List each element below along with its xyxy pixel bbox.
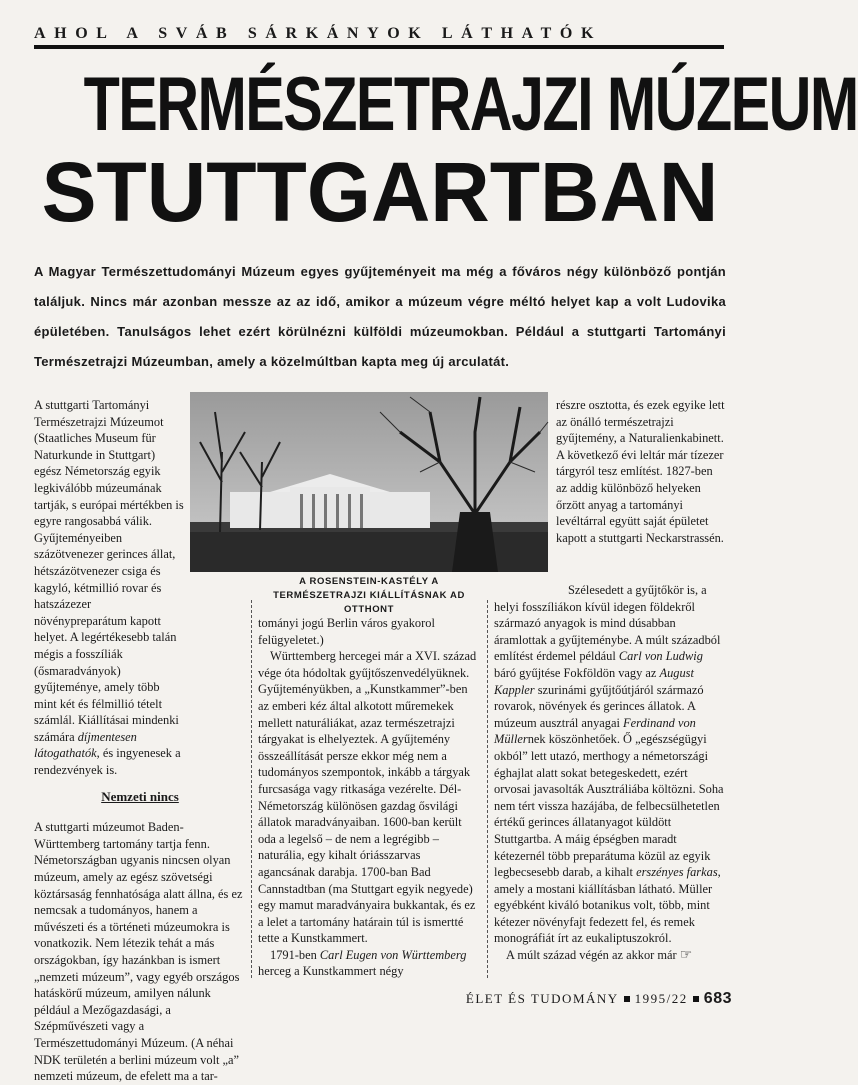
- page-number: 683: [703, 990, 732, 1007]
- col1-italic: díjmentesen látogathatók: [34, 729, 137, 761]
- article-title-line2: STUTTGARTBAN: [41, 145, 719, 239]
- column-divider-right: [487, 600, 488, 978]
- rosenstein-castle-photo: [190, 392, 548, 572]
- col2-text-b: herceg a Kunstkammert négy: [258, 964, 404, 979]
- column-divider-left: [251, 600, 252, 978]
- article-title-line1: TERMÉSZETRAJZI MÚZEUM: [83, 62, 858, 147]
- kicker-line: AHOL A SVÁB SÁRKÁNYOK LÁTHATÓK: [34, 25, 724, 49]
- col3-paragraph-3: [494, 947, 726, 964]
- col3-italic-3: Ferdinand von Müller: [494, 715, 696, 747]
- col3-text-e: , amely a mostani kiállításban látható. Müller egyébként kiváló botanikus volt, több, mint kétezer növényfajt fedezett fel, és remek monográfiát írt az eukaliptuszokról.: [494, 865, 721, 946]
- lead-paragraph: A Magyar Természettudományi Múzeum egyes gyűjteményeit ma még a főváros négy különböző pontján találjuk. Nincs már azonban messze az az idő, amikor a múzeum végre méltó helyet kap a volt Ludovika épületében. Tanulságos lehet ezért körülnézni külföldi múzeumokban. Például a stuttgarti Tartományi Természetrajzi Múzeumban, amely a közelmúltban kapta meg új arculatát.: [34, 264, 726, 369]
- separator-square-icon: [693, 996, 699, 1002]
- col2-paragraph-2: Württemberg hercegei már a XVI. század vége óta hódoltak gyűjtőszenvedélyüknek. Gyűjteményükben, a „Kunstkammer”-ben az emberi kéz által alkotott műremekek mellett naturáliákat, azaz természetrajzi tárgyakat is elhelyeztek. A gyűjtemény összeállítását persze ekkor még nem a tudományos szempontok, inkább a tárgyak furcsasága vagy ritkasága vezérelte. Dél-Németország különösen gazdag ősvilági állatok maradványaiban. 1600-ban került oda a legelső – de nem a legrégibb – naturália, egy kihalt óriásszarvas agancsának darabja. 1700-ban Bad Cannstadtban (ma Stuttgart egyik negyede) egy mamut maradványaira bukkantak, és ez a lelet a tartomány határain túl is ismertté tette a Kunstkammert.: [258, 649, 477, 946]
- issue-number: 1995/22: [634, 991, 688, 1006]
- col2-text-a: 1791-ben: [270, 947, 320, 962]
- col2-paragraph-3: [258, 947, 480, 980]
- column-2: [258, 615, 480, 980]
- page-footer: [432, 990, 732, 1008]
- col2-italic: Carl Eugen von Württemberg: [319, 947, 467, 962]
- col1-text-b: , és ingyenesek a rendezvények is.: [34, 746, 181, 778]
- photo-illustration: [190, 392, 548, 572]
- photo-caption: A ROSENSTEIN-KASTÉLY A TERMÉSZETRAJZI KIÁLLÍTÁSNAK AD OTTHONT: [273, 576, 465, 615]
- col3-text-a: Szélesedett a gyűjtőkör is, a helyi fosszíliákon kívül idegen földekről származó anyagok is mind dúsabban áramlottak a gyűjteménybe. A múlt századból említést érdemel például: [494, 583, 721, 664]
- col3-text-c: szurinámi gyűjtőútjáról származó rovarok, növények és gerinces állatok. A múzeum ausztrál anyagai: [494, 682, 704, 730]
- column-3: [494, 582, 726, 964]
- col3-text-d: nek köszönhetőek. Ő „egészségügyi okból” lett utazó, merthogy a németországi éghajlat alatt sokat betegeskedett, ezért orvosai javasolták Ausztráliába költözni. Soha nem tért vissza hazájába, de felbecsülhetetlen értékű gerinces állatanyagot küldött Stuttgartba. A máig épségben maradt kétezernél több preparátuma közül az egyik legbecsesebb darab, a kihalt: [494, 732, 724, 880]
- col2-paragraph-1: tományi jogú Berlin város gyakorol felügyeletet.): [258, 616, 435, 647]
- col3-italic-1: Carl von Ludwig: [618, 649, 703, 664]
- col3-italic-4: erszényes farkas: [636, 865, 718, 880]
- col3-italic-2: August Kappler: [494, 665, 694, 697]
- magazine-name: ÉLET ÉS TUDOMÁNY: [465, 991, 619, 1006]
- col3-paragraph-1: részre osztotta, és ezek egyike lett az önálló természetrajzi gyűjtemény, a Naturalienkabinett. A következő évi leltár már tízezer tárgyról tesz említést. 1827-ben az addig különböző helyeken őrzött anyag a tartományi levéltárral együtt saját épületet kapott a stuttgarti Neckarstrassén.: [556, 398, 725, 545]
- subheading: Nemzeti nincs: [101, 788, 179, 804]
- col1-text-a: A stuttgarti Tartományi Természetrajzi Múzeumot (Staatliches Museum für Naturkunde in Stuttgart) egész Németország egyik legkiválóbb múzeumának tartják, s európai mértékben is egyre rangosabbá válik. Gyűjteményeiben százötvenezer gerinces állat, hétszázötvenezer csiga és kagyló, kétmillió rovar és hatszázezer növénypreparátum kapott helyet. A legértékesebb talán mégis a fosszíliák (ősmaradványok) gyűjteménye, amely több mint két és félmillió tételt számlál. Kiállításai mindenki számára: [34, 398, 184, 744]
- col3-paragraph-2: [494, 582, 726, 947]
- col3-text-f: A múlt század végén az akkor már: [506, 948, 677, 963]
- separator-square-icon: [624, 996, 630, 1002]
- col3-text-b: báró gyűjtése Fokföldön vagy az: [494, 665, 660, 680]
- column-3-top: [556, 397, 726, 546]
- pointing-hand-icon: ☞: [679, 947, 693, 964]
- col1-intro-wrap: [34, 397, 184, 779]
- col1-paragraph-2: A stuttgarti múzeumot Baden-Württemberg tartomány tartja fenn. Németországban ugyanis nincsen olyan múzeum, amely az egész szövetségi köztársaság fennhatósága alatt állna, és ez nemcsak a tudományos, hanem a művészeti és a történeti múzeumokra is vonatkozik. Nem létezik tehát a más országokban, így hazánkban is ismert „nemzeti múzeum”, vagy egyéb országos hatáskörű múzeum, amilyen nálunk például a Mezőgazdasági, a Szépművészeti vagy a Természettudományi Múzeum. (A néhai NDK területén a berlini múzeum volt „a” nemzeti múzeum, de efelett ma a tar-: [34, 820, 243, 1084]
